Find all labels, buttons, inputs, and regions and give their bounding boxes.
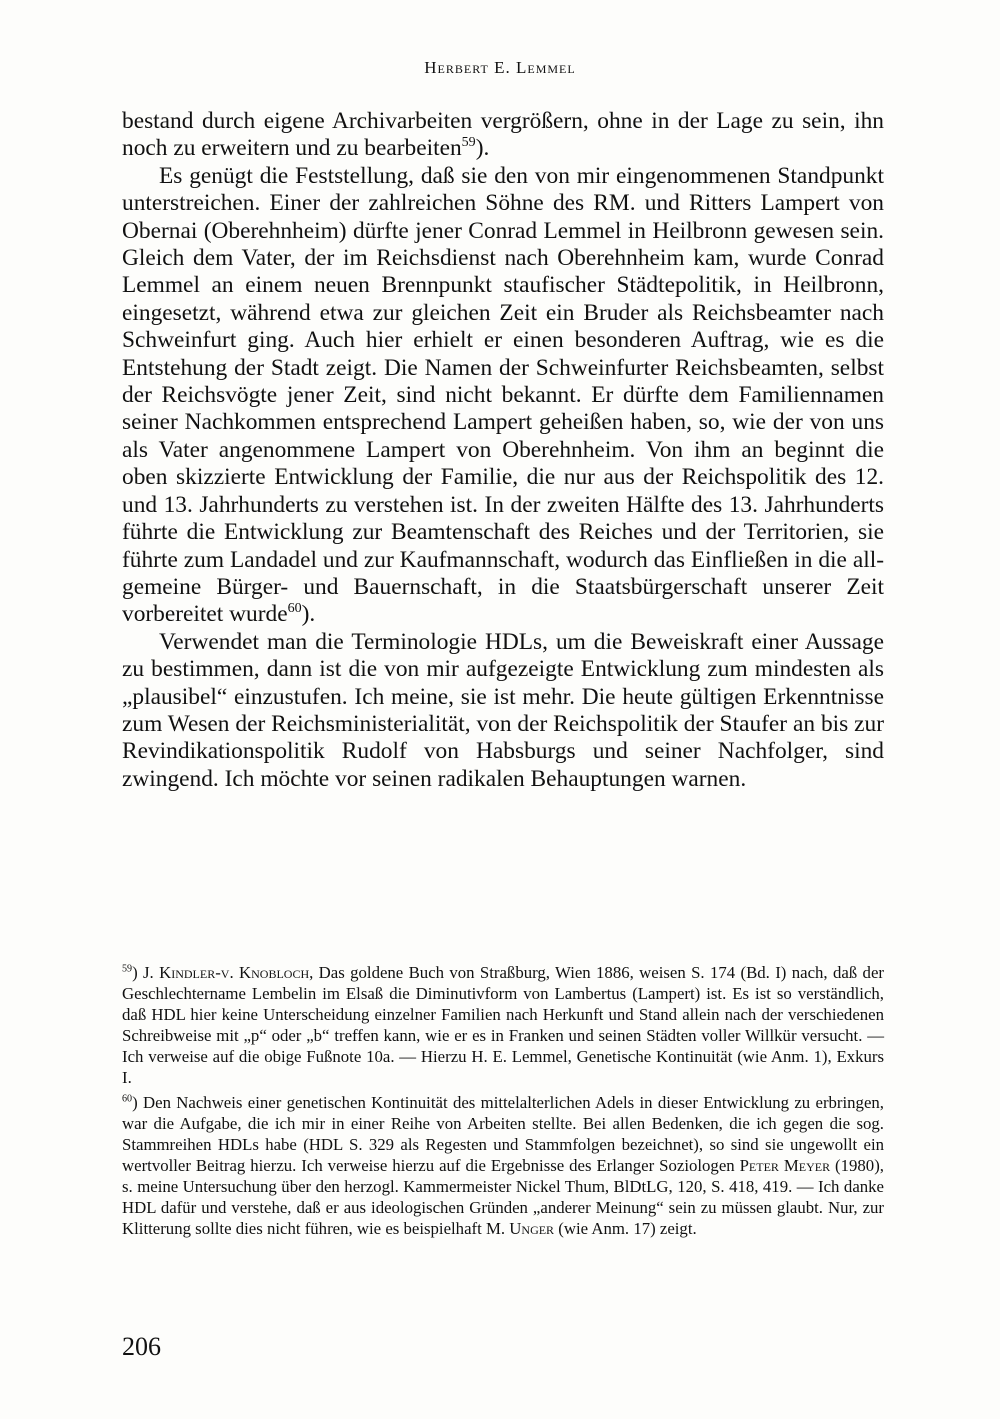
paragraph-1 <box>122 108 884 163</box>
footnote-ref-60[interactable]: 60 <box>287 600 302 617</box>
footnote-ref-59[interactable]: 59 <box>461 134 476 151</box>
footnote-60-author-b: Unger <box>509 1219 555 1238</box>
footnote-60-number: 60 <box>122 1093 133 1105</box>
paragraph-2 <box>122 163 884 629</box>
footnote-59-author: Kindler-v. Knobloch <box>159 963 310 982</box>
footnote-59-close: ) J. <box>132 963 160 982</box>
paragraph-1-text: bestand durch eigene Archivarbeiten vergrößern, ohne in der Lage zu sein, ihn noch zu erweitern und zu bearbeiten <box>122 108 884 162</box>
paragraph-1-end: ). <box>475 135 490 162</box>
footnote-59 <box>122 962 884 1088</box>
paragraph-2-text: Es genügt die Feststellung, daß sie den von mir eingenommenen Standpunkt unterstreichen. Einer der zahlreichen Söhne des RM. und Ritters Lampert von Obernai (Oberehnheim) dürfte jener Conrad Lemmel in Heilbronn gewesen sein. Gleich dem Vater, der im Reichsdienst nach Oberehnheim kam, wurde Conrad Lemmel an einem neuen Brennpunkt staufischer Städtepolitik, in Heilbronn, eingesetzt, während etwa zur gleichen Zeit ein Bruder als Reichsbeamter nach Schweinfurt ging. Auch hier erhielt er einen besonderen Auftrag, wie es die Entstehung der Stadt zeigt. Die Namen der Schweinfurter Reichsbeamten, selbst der Reichsvögte jener Zeit, sind nicht bekannt. Er dürfte dem Familiennamen seiner Nachkommen entsprechend Lampert geheißen haben, so, wie der von uns als Vater angenommene Lampert von Oberehnheim. Von ihm an beginnt die oben skizzierte Entwicklung der Familie, die nur aus der Reichspolitik des 12. und 13. Jahrhunderts zu verstehen ist. In der zweiten Hälfte des 13. Jahrhunderts führte die Entwicklung zur Beamtenschaft des Reiches und der Territorien, sie führte zum Landadel und zur Kaufmannschaft, wodurch das Einfließen in die allgemeine Bürger- und Bauernschaft, in die Staatsbürgerschaft unserer Zeit vorbereitet wurde <box>122 162 884 628</box>
footnotes <box>122 962 884 1243</box>
footnote-60-text-a: Den Nachweis einer genetischen Kontinuität des mittelalterlichen Adels in dieser Entwicklung zu erbringen, war die Aufgabe, die ich mir in einer Reihe von Arbeiten stellte. Bei allen Bedenken, die ich gegen die sog. Stammreihen HDLs habe (HDL S. 329 als Regesten und Stammfolgen bezeichnet), so sind sie ungewollt ein wertvoller Beitrag hierzu. Ich verweise hierzu auf die Ergebnisse des Erlanger Soziologen <box>122 1093 884 1175</box>
footnote-59-number: 59 <box>122 963 133 975</box>
footnote-60-text-b: (1980), s. meine Untersuchung über den herzogl. Kammermeister Nickel Thum, BlDtLG, 120, S. 418, 419. — Ich danke HDL dafür und verstehe, daß er aus ideologischen Gründen „anderer Meinung“ sein zu müssen glaubt. Nur, zur Klitterung sollte dies nicht führen, wie es beispielhaft M. <box>122 1156 884 1238</box>
paragraph-3: Verwendet man die Terminologie HDLs, um die Beweiskraft einer Aussage zu bestimmen, dann ist die von mir aufgezeigte Entwicklung zum mindesten als „plausibel“ einzustufen. Ich meine, sie ist mehr. Die heute gültigen Erkenntnisse zum Wesen der Reichsministerialität, von der Reichspolitik der Staufer an bis zur Revindikationspolitik Rudolf von Habsburgs und seiner Nachfolger, sind zwingend. Ich möchte vor seinen radikalen Behauptungen warnen. <box>122 628 884 792</box>
footnote-60-text-c: (wie Anm. 17) zeigt. <box>554 1219 697 1238</box>
page-number: 206 <box>122 1332 161 1361</box>
main-text <box>122 108 884 793</box>
running-header: Herbert E. Lemmel <box>424 58 576 77</box>
footnote-59-text: , Das goldene Buch von Straßburg, Wien 1886, weisen S. 174 (Bd. I) nach, daß der Geschlechtername Lembelin im Elsaß die Diminutivform von Lambertus (Lampert) ist. Es ist so verständlich, daß HDL hier keine Unterscheidung einzelner Familien nach Herkunft und Stand allein nach der verschiedenen Schreibweise mit „p“ oder „b“ treffen kann, wie er es in Franken und seinen Städten voller Willkür versucht. — Ich verweise auf die obige Fußnote 10a. — Hierzu H. E. Lemmel, Genetische Kontinuität (wie Anm. 1), Exkurs I. <box>122 963 884 1087</box>
footnote-60 <box>122 1092 884 1239</box>
footnote-60-author-a: Peter Meyer <box>739 1156 831 1175</box>
paragraph-2-end: ). <box>301 601 316 628</box>
footnote-60-close: ) <box>132 1093 143 1112</box>
